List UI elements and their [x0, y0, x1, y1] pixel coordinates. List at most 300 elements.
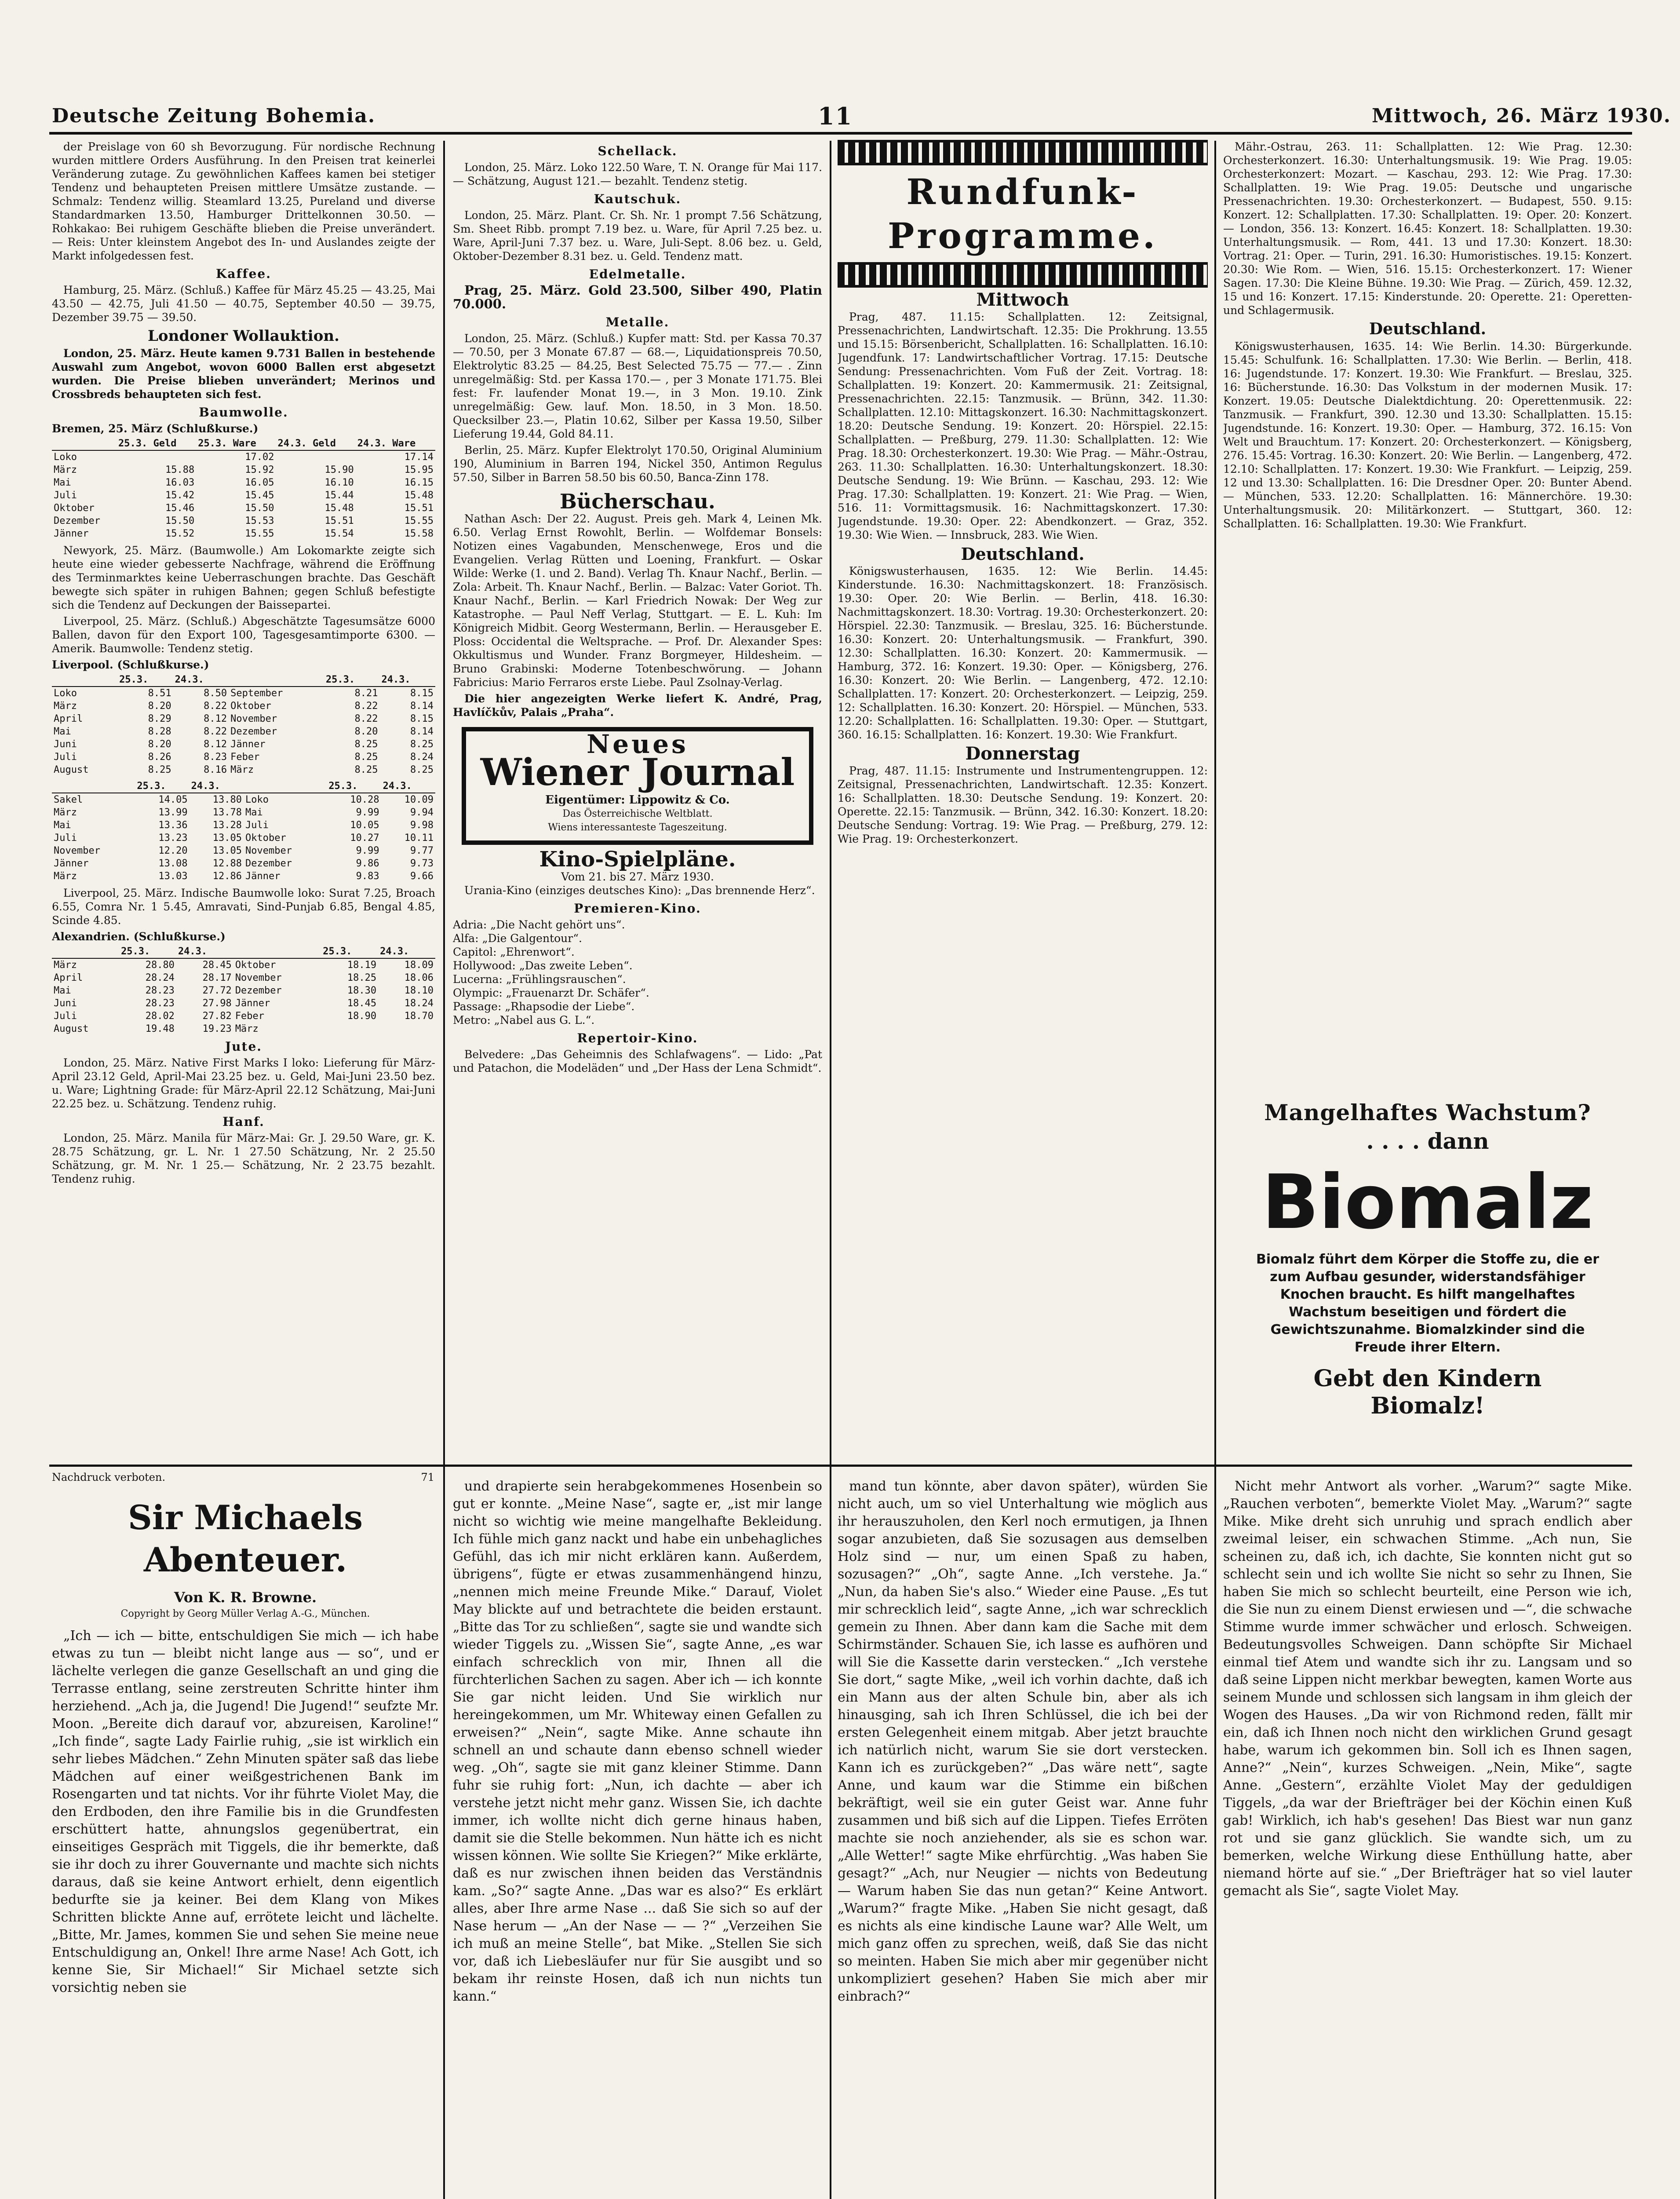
biomalz-body: Biomalz führt dem Körper die Stoffe zu, die er zum Aufbau gesunder, widerstandsfähiger Knochen braucht. Es hilft mangelhaftes Wachstum beseitigen und fördert die Gewichtszunahme. Biomalzkinder sind die Freude ihrer Eltern.: [1256, 1252, 1600, 1355]
table-row: [52, 1010, 435, 1023]
table-cell: 8.15: [410, 713, 434, 724]
table-cell: 15.55: [245, 528, 274, 539]
table-cell: 15.51: [404, 503, 434, 514]
table-row: [52, 997, 435, 1010]
table-cell: 9.99: [356, 845, 379, 856]
table-cell: 9.73: [410, 858, 434, 869]
table-cell: 18.06: [404, 972, 434, 983]
deutschland-programme: Königswusterhausen, 1635. 12: Wie Berlin. 14.45: Kinderstunde. 16.30: Nachmittagskonzert. 18: Französisch. 19.30: Oper. 20: Wie Berlin. — Berlin, 418. 16.30: Nachmittagskonzert. 18.30: Vortrag. 19.30: Orchesterkonzert. 20: Hörspiel. 22.30: Tanzmusik. — Breslau, 325. 16: Bücherstunde. 16.30: Konzert. 20: Unterhaltungsmusik. — Frankfurt, 390. 12.30: Schallplatten. 16.30: Konzert. 20: Kammermusik. — Hamburg, 372. 16: Konzert. 19.30: Oper. — Königsberg, 276. 16.30: Konzert. 20: Wie Berlin. — Langenberg, 472. 12.10: Schallplatten. 17: Konzert. 20: Orchesterkonzert. — Leipzig, 259. 12: Schallplatten. 16.30: Konzert. 20: Hörspiel. — München, 533. 12.20: Schallplatten. 16: Schallplatten. 19.30: Oper. — Stuttgart, 360. 16.15: Schallplatten. 16: Konzert. 19.30: Wie Frankfurt.: [838, 565, 1208, 741]
table-header-cell: 25.3.: [321, 945, 378, 958]
table-cell: September: [230, 688, 283, 699]
table-header-cell: 25.3.: [135, 780, 189, 793]
table-cell: Mai: [54, 820, 71, 831]
table-cell: November: [230, 713, 277, 724]
table-row: [52, 1023, 435, 1035]
table-cell: 8.12: [204, 739, 227, 750]
premieren-item: Lucerna: „Frühlingsrauschen“.: [453, 973, 626, 986]
table-cell: Mai: [54, 985, 71, 996]
novel-column-2: [453, 1478, 822, 2199]
table-header-cell: [52, 780, 135, 793]
table-cell: 13.05: [212, 833, 242, 844]
table-cell: 8.20: [354, 726, 378, 737]
table-cell: 17.02: [245, 452, 274, 463]
table-cell: 15.44: [324, 490, 354, 501]
kaffee-text: Hamburg, 25. März. (Schluß.) Kaffee für März 45.25 — 43.25, Mai 43.50 — 42.75, Juli 41.50 — 40.75, September 40.50 — 39.75, Dezember 39.75 — 39.50.: [52, 284, 435, 324]
table-row: [52, 700, 435, 712]
table-cell: 13.03: [158, 871, 188, 882]
table-cell: 10.11: [404, 833, 434, 844]
table-cell: März: [54, 960, 77, 971]
table-cell: Dezember: [235, 985, 282, 996]
table-cell: April: [54, 713, 83, 724]
novel-column-4: [1223, 1478, 1632, 2199]
table-cell: [321, 1023, 378, 1035]
edelmetalle-text: Prag, 25. März. Gold 23.500, Silber 490, Platin 70.000.: [453, 283, 822, 311]
donnerstag-heading: Donnerstag: [965, 743, 1080, 764]
premieren-heading: Premieren-Kino.: [574, 901, 701, 916]
table-cell: 9.83: [356, 871, 379, 882]
table-cell: 15.95: [404, 464, 434, 475]
jute-text: London, 25. März. Native First Marks I loko: Lieferung für März-April 23.12 Geld, April-Mai 23.25 bez. u. Geld, Mai-Juni 23.50 bez. u. Ware; Lightning Grade: für März-April 22.12 Schätzung, Mai-Juni 22.25 bez. u. Schätzung. Tendenz ruhig.: [52, 1056, 435, 1110]
premieren-item: Passage: „Rhapsodie der Liebe“.: [453, 1000, 635, 1013]
table-cell: 13.80: [212, 794, 242, 805]
table-cell: 9.77: [410, 845, 434, 856]
table-cell: 8.28: [148, 726, 171, 737]
hanf-heading: Hanf.: [222, 1114, 265, 1129]
column-rule: [1214, 141, 1216, 2199]
buecherschau-text: Nathan Asch: Der 22. August. Preis geh. Mark 4, Leinen Mk. 6.50. Verlag Ernst Rowohlt, Berlin. — Wolfdemar Bonsels: Notizen eines Vagabunden, Menschenwege, Eros und die Evangelien. Verlag Rütten und Loening, Frankfurt. — Oskar Wilde: Werke (1. und 2. Band). Verlag Th. Knaur Nachf., Berlin. — Zola: Arbeit. Th. Knaur Nachf., Berlin. — Balzac: Vater Goriot. Th. Knaur Nachf., Berlin. — Karl Friedrich Nowak: Der Weg zur Katastrophe. — Paul Neff Verlag, Stuttgart. — E. L. Kuh: Im Königreich Midbit. Georg Westermann, Berlin. — Herausgeber E. Ploss: Occidental die Weltsprache. — Prof. Dr. Alexander Spes: Okkultismus und Wunder. Franz Borgmeyer, Hildesheim. — Bruno Grabinski: Moderne Totenbeschwörung. — Johann Fabricius: Mario Ferraros erste Liebe. Paul Zsolnay-Verlag.: [453, 512, 822, 689]
rundfunk-title: Rundfunk-Programme.: [888, 171, 1158, 256]
table-cell: 8.25: [410, 764, 434, 775]
market-reports-column: [52, 140, 435, 1459]
table-cell: 8.14: [410, 726, 434, 737]
bremen-label: Bremen, 25. März (Schlußkurse.): [52, 422, 259, 435]
table-cell: 16.03: [165, 477, 195, 488]
alexandria-table: [52, 945, 435, 1035]
table-cell: 15.48: [324, 503, 354, 514]
table-cell: 10.27: [350, 833, 379, 844]
biomalz-ad: [1223, 1100, 1632, 1456]
table-row: [52, 725, 435, 738]
table-cell: Juli: [54, 1011, 77, 1022]
novel-author: Von K. R. Browne.: [174, 1589, 317, 1606]
kino-heading: Kino-Spielpläne.: [539, 847, 736, 872]
table-header-cell: 24.3.: [379, 673, 435, 687]
baumwolle-heading: Baumwolle.: [199, 405, 288, 420]
novel-installment: 71: [421, 1471, 434, 1483]
table-cell: 19.23: [202, 1023, 232, 1034]
table-cell: Dezember: [54, 515, 100, 526]
table-row: [52, 763, 435, 776]
table-cell: 8.16: [204, 764, 227, 775]
table-cell: 8.22: [354, 713, 378, 724]
header-rule: [49, 132, 1632, 135]
table-cell: 28.17: [202, 972, 232, 983]
edelmetalle-heading: Edelmetalle.: [589, 267, 686, 281]
table-cell: 12.20: [158, 845, 188, 856]
table-cell: 10.28: [350, 794, 379, 805]
table-header-cell: 25.3.: [327, 780, 381, 793]
table-cell: 8.20: [148, 701, 171, 712]
kautschuk-text: London, 25. März. Plant. Cr. Sh. Nr. 1 prompt 7.56 Schätzung, Sm. Sheet Ribb. prompt 7.19 bez. u. Ware, für April 7.25 bez. u. Ware, April-Juni 7.37 bez. u. Ware, Juli-Sept. 8.06 bez. u. Geld, Oktober-Dezember 8.31 bez. u. Geld. Tendenz matt.: [453, 209, 822, 263]
table-cell: Feber: [230, 752, 260, 763]
mittwoch-programme: Prag, 487. 11.15: Schallplatten. 12: Zeitsignal, Pressenachrichten, Landwirtschaft. 12.35: Die Prokhrung. 13.55 und 15.15: Börsenbericht, Schallplatten. 16: Schallplatten. 16.10: Jugendfunk. 17: Landwirtschaftlicher Vortrag. 17.15: Deutsche Sendung: Pressenachrichten. Vom Fuß der Zeit. Vortrag. 18: Schallplatten. 19: Konzert. 20: Kammermusik. 21: Zeitsignal, Pressenachrichten. 22.15: Tanzmusik. — Brünn, 342. 11.30: Schallplatten. 12.10: Mittagskonzert. 16.30: Nachmittagskonzert. 18.20: Deutsche Sendung. 19: Konzert. 20: Hörspiel. 22.15: Schallplatten. — Preßburg, 279. 11.30: Schallplatten. 12: Wie Prag. 18.30: Orchesterkonzert. 19.30: Wie Prag. — Mähr.-Ostrau, 263. 11.30: Schallplatten. 16.30: Unterhaltungskonzert. 18.30: Deutsche Sendung. 19: Wie Brünn. — Kaschau, 293. 12: Wie Prag. 17.30: Schallplatten. 19: Konzert. 21: Wie Prag. — Wien, 516. 11: Vormittagsmusik. 16: Nachmittagskonzert. 17.30: Jugendstunde. 19.30: Oper. 22: Abendkonzert. — Graz, 352. 19.30: Wie Wien. — Innsbruck, 283. Wie Wien.: [838, 310, 1208, 541]
table-cell: 13.78: [212, 807, 242, 818]
biomalz-headline: Mangelhaftes Wachstum?: [1264, 1100, 1591, 1125]
wiener-journal-ad: [462, 727, 813, 845]
novel-text-2: und drapierte sein herabgekommenes Hosenbein so gut er konnte. „Meine Nase“, sagte er, „ist mir lange nicht so wichtig wie meine mangelhafte Bekleidung. Ich fühle mich ganz nackt und habe ein unbehagliches Gefühl, das ich mir nicht erklären kann. Außerdem, übrigens“, fügte er etwas zusammenhängend hinzu, „nennen mich meine Freunde Mike.“ Darauf, Violet May blickte auf und betrachtete die beiden erstaunt. „Bitte das Tor zu schließen“, sagte sie und wandte sich wieder Tiggels zu. „Wissen Sie“, sagte Anne, „es war einfach schrecklich von mir, Ihnen all die fürchterlichen Sachen zu sagen. Aber ich — ich konnte Sie gar nicht leiden. Und Sie wirklich nur hereingekommen, um Mr. Whiteway einen Gefallen zu erweisen?“ „Nein“, sagte Mike. Anne schaute ihn schnell an und schaute dann ebenso schnell wieder weg. „Oh“, sagte sie mit ganz kleiner Stimme. Dann fuhr sie ruhig fort: „Nun, ich dachte — aber ich verstehe jetzt nicht mehr ganz. Wissen Sie, ich dachte immer, ich wollte nicht dich gerne hinaus haben, damit sie die Stelle bekommen. Nun hätte ich es nicht wissen können. Wie sollte Sie Kriegen?“ Mike erklärte, daß es nur zwischen ihnen beiden das Verständnis kam. „So?“ sagte Anne. „Das war es also?“ Es erklärt alles, aber Ihre arme Nase ... daß Sie sich so auf der Nase herum — „An der Nase — — ?“ „Verzeihen Sie ich muß an meine Stelle“, bat Mike. „Stellen Sie sich vor, daß ich Liebesläufer nur für Sie ausgibt und so bekam ihr reinste Hosen, daß ich nun nichts tun kann.“: [453, 1479, 822, 2004]
table-cell: 13.36: [158, 820, 188, 831]
table-cell: 8.25: [410, 739, 434, 750]
table-header-cell: 25.3.: [117, 673, 173, 687]
table-header-cell: [52, 945, 119, 958]
table-header-row: [52, 673, 435, 687]
column-rule: [443, 141, 445, 2199]
table-cell: März: [54, 807, 77, 818]
table-header-cell: 24.3. Ware: [356, 437, 435, 450]
table-cell: März: [54, 464, 77, 475]
table-cell: 8.26: [148, 752, 171, 763]
table-header-cell: 25.3. Geld: [117, 437, 196, 450]
table-cell: 8.24: [410, 752, 434, 763]
wollauktion-text: London, 25. März. Heute kamen 9.731 Ballen in bestehende Auswahl zum Angebot, wovon 6000 Ballen erst abgesetzt wurden. Die Preise blieben unverändert; Merinos und Crossbreds behaupteten sich fest.: [52, 347, 435, 401]
table-cell: April: [54, 972, 83, 983]
table-row: [52, 819, 435, 832]
table-cell: 8.25: [354, 764, 378, 775]
table-cell: Jänner: [235, 998, 270, 1009]
novel-column-3: [838, 1478, 1208, 2199]
table-cell: 13.05: [212, 845, 242, 856]
table-cell: 8.22: [204, 726, 227, 737]
premieren-item: Alfa: „Die Galgentour“.: [453, 932, 582, 945]
novel-column-1: [52, 1471, 439, 2199]
table-cell: 15.51: [324, 515, 354, 526]
table-header-cell: 24.3.: [381, 780, 435, 793]
table-cell: 9.98: [410, 820, 434, 831]
radio-column: [838, 140, 1208, 1459]
novel-text-1: „Ich — ich — bitte, entschuldigen Sie mich — ich habe etwas zu tun — bleibt nicht lange aus — so“, und er lächelte verlegen die ganze Gesellschaft an und ging die Terrasse entlang, seine zerstreuten Schritte hinter ihm herziehend. „Ach ja, die Jugend! Die Jugend!“ seufzte Mr. Moon. „Bereite dich darauf vor, abzureisen, Karoline!“ „Ich finde“, sagte Lady Fairlie ruhig, „sie ist wirklich ein sehr liebes Mädchen.“ Zehn Minuten später saß das liebe Mädchen auf einer weißgestrichenen Bank im Rosengarten und tat nichts. Vor ihr führte Violet May, die den Erdboden, den ihre Familie bis in die Grundfesten erschüttert hatte, ahnungslos gegenübertrat, ein einseitiges Gespräch mit Tiggels, die ihr bemerkte, daß sie ihr doch zu ihrer Gouvernante und machte sich nichts daraus, daß sie keine Antwort erhielt, denn eigentlich bedurfte sie ja keiner. Bei dem Klang von Mikes Schritten blickte Anne auf, errötete leicht und lächelte. „Bitte, Mr. James, kommen Sie und sehen Sie meine neue Entschuldigung an, Onkel! Ihre arme Nase! Ach Gott, ich kenne Sie, Sir Michael!“ Sir Michael setzte sich vorsichtig neben sie: [52, 1628, 439, 1995]
premieren-item: Olympic: „Frauenarzt Dr. Schäfer“.: [453, 986, 649, 999]
schellack-heading: Schellack.: [598, 144, 678, 158]
table-cell: 18.24: [404, 998, 434, 1009]
repertoir-heading: Repertoir-Kino.: [577, 1031, 698, 1045]
liverpool-report: Liverpool, 25. März. (Schluß.) Abgeschätzte Tagesumsätze 6000 Ballen, davon für den Export 100, Tagesgesamtimporte 6300. — Amerik. Baumwolle: Tendenz stetig.: [52, 615, 435, 655]
premieren-item: Capitol: „Ehrenwort“.: [453, 946, 575, 958]
table-cell: 13.28: [212, 820, 242, 831]
table-header-cell: 24.3. Geld: [276, 437, 356, 450]
liverpool-table: [52, 673, 435, 776]
table-cell: 18.45: [347, 998, 377, 1009]
table-cell: 8.14: [410, 701, 434, 712]
novel-text-3: mand tun könnte, aber davon später), würden Sie nicht auch, um so viel Unterhaltung wie möglich aus ihr herauszuholen, den Kerl noch ermutigen, ja Ihnen sogar anzubieten, daß Sie sozusagen aus demselben Holz sind — nur, um einen Spaß zu haben, sozusagen?“ „Oh“, sagte Anne. „Ich verstehe. Ja.“ „Nun, da haben Sie's also.“ Wieder eine Pause. „Es tut mir schrecklich leid“, sagte Anne, „ich war schrecklich gemein zu Ihnen. Aber dann kam die Sache mit dem Schirmständer. Schauen Sie, ich lasse es aufhören und will Sie die Kassette darin verstecken.“ „Ich verstehe Sie dort,“ sagte Mike, „weil ich vorhin dachte, daß ich ein Mann aus der alten Schule bin, aber als ich hinausging, sah ich Ihren Schlüssel, die ich bei der ersten Gelegenheit einem mitgab. Aber jetzt brauchte ich natürlich nicht, warum Sie sie dort verstecken. Kann ich es zurückgeben?“ „Das wäre nett“, sagte Anne, und kaum war die Stimme ein bißchen bekräftigt, weil sie ein guter Geist war. Anne fuhr zusammen und biß sich auf die Lippen. Tiefes Erröten machte sie noch anziehender, als sie es schon war. „Alle Wetter!“ sagte Mike ehrfürchtig. „Was haben Sie gesagt?“ „Ach, nur Neugier — nichts von Bedeutung — Warum haben Sie das nun getan?“ Keine Antwort. „Warum?“ fragte Mike. „Haben Sie nicht gesagt, daß es nichts als eine kindische Laune war? Alle Welt, um mich ganz offen zu sprechen, weiß, daß Sie das nicht so meinten. Haben Sie mich aber mir gegenüber nicht unkompliziert gesehen? Haben Sie mich aber mir einbrach?“: [838, 1479, 1208, 2004]
table-cell: 19.48: [145, 1023, 175, 1034]
table-row: [52, 476, 435, 489]
radio-banner-border: [838, 140, 1208, 165]
table-row: [52, 738, 435, 751]
ad-neues: Neues: [587, 729, 689, 759]
table-row: [52, 958, 435, 972]
table-row: [52, 984, 435, 997]
novel-copyright: Copyright by Georg Müller Verlag A.-G., München.: [120, 1608, 370, 1619]
table-cell: 8.51: [148, 688, 171, 699]
table-cell: 15.53: [245, 515, 274, 526]
kino-urania: Urania-Kino (einziges deutsches Kino): „Das brennende Herz“.: [464, 884, 815, 897]
table-cell: 9.86: [356, 858, 379, 869]
table-row: [52, 712, 435, 725]
table-cell: 18.70: [404, 1011, 434, 1022]
table-cell: Mai: [54, 726, 71, 737]
table-cell: Juni: [54, 998, 77, 1009]
table-header-cell: [233, 945, 321, 958]
table-cell: 15.90: [324, 464, 354, 475]
table-row: [52, 870, 435, 883]
table-cell: 15.46: [165, 503, 195, 514]
kautschuk-heading: Kautschuk.: [594, 192, 681, 206]
premieren-item: Metro: „Nabel aus G. L.“.: [453, 1014, 595, 1026]
newyork-report: Newyork, 25. März. (Baumwolle.) Am Lokomarkte zeigte sich heute eine wieder gebesserte Nachfrage, während die Eröffnung des Terminmarktes keine Ueberraschungen brachte. Das Geschäft bewegte sich später in ruhigen Bahnen; gegen Schluß befestigte sich die Tendenz auf Deckungen der Baissepartei.: [52, 544, 435, 611]
berlin-metals-text: Berlin, 25. März. Kupfer Elektrolyt 170.50, Original Aluminium 190, Aluminium in Barren 194, Nickel 350, Antimon Regulus 57.50, Silber in Barren 58.50 bis 60.50, Banca-Zinn 178.: [453, 444, 822, 484]
table-cell: 8.22: [354, 701, 378, 712]
table-row: [52, 515, 435, 527]
table-row: [52, 857, 435, 870]
table-row: [52, 527, 435, 540]
table-cell: Sakel: [54, 794, 83, 805]
table-row: [52, 832, 435, 844]
novel-notice: Nachdruck verboten.: [52, 1471, 166, 1483]
jute-heading: Jute.: [225, 1039, 262, 1054]
table-cell: 8.12: [204, 713, 227, 724]
table-cell: Oktober: [54, 503, 95, 514]
table-row: [52, 464, 435, 476]
table-cell: 8.15: [410, 688, 434, 699]
premieren-item: Adria: „Die Nacht gehört uns“.: [453, 918, 625, 931]
table-cell: 12.86: [212, 871, 242, 882]
table-cell: 14.05: [158, 794, 188, 805]
table-cell: 12.88: [212, 858, 242, 869]
table-cell: November: [54, 845, 100, 856]
table-cell: März: [230, 764, 254, 775]
table-cell: 16.05: [245, 477, 274, 488]
table-row: [52, 751, 435, 763]
ad-subtitle-1: Das Österreichische Weltblatt.: [562, 808, 713, 819]
table-cell: 27.72: [202, 985, 232, 996]
alexandria-label: Alexandrien. (Schlußkurse.): [52, 930, 226, 943]
table-cell: März: [235, 1023, 259, 1034]
table-cell: Oktober: [230, 701, 271, 712]
table-cell: Juli: [54, 490, 77, 501]
table-cell: März: [54, 701, 77, 712]
table-cell: 17.14: [404, 452, 434, 463]
table-cell: 15.54: [324, 528, 354, 539]
table-cell: Loko: [54, 452, 77, 463]
radio-banner-border: [838, 262, 1208, 288]
table-row: [52, 793, 435, 806]
table-cell: Juli: [54, 752, 77, 763]
table-header-cell: 24.3.: [378, 945, 435, 958]
table-cell: November: [235, 972, 282, 983]
table-cell: 15.50: [165, 515, 195, 526]
table-cell: 18.10: [404, 985, 434, 996]
table-cell: Dezember: [245, 858, 292, 869]
table-cell: [117, 450, 196, 464]
table-row: [52, 450, 435, 464]
table-cell: 8.29: [148, 713, 171, 724]
table-header-cell: [52, 437, 117, 450]
table-cell: 15.48: [404, 490, 434, 501]
table-cell: 27.98: [202, 998, 232, 1009]
hanf-text: London, 25. März. Manila für März-Mai: Gr. J. 29.50 Ware, gr. K. 28.75 Schätzung, gr. L. Nr. 1 27.50 Schätzung, Nr. 2 25.50 Schätzung, gr. M. Nr. 1 25.— Schätzung, Nr. 2 23.75 bezahlt. Tendenz ruhig.: [52, 1132, 435, 1185]
table-cell: Jänner: [54, 858, 89, 869]
table-header-cell: [52, 673, 117, 687]
indian-cotton-report: Liverpool, 25. März. Indische Baumwolle loko: Surat 7.25, Broach 6.55, Comra Nr. 1 5.45, Amravati, Sind-Punjab 6.85, Bengal 4.85, Scinde 4.85.: [52, 887, 435, 927]
table-cell: 27.82: [202, 1011, 232, 1022]
table-header-row: [52, 437, 435, 450]
table-cell: 15.52: [165, 528, 195, 539]
table-header-cell: 25.3. Ware: [196, 437, 276, 450]
deutschland-heading: Deutschland.: [961, 544, 1085, 564]
biomalz-dann: . . . . dann: [1366, 1128, 1489, 1154]
table-cell: Juli: [245, 820, 269, 831]
commodities-column: [453, 140, 822, 1459]
ad-wiener-journal-title: Wiener Journal: [480, 750, 795, 794]
table-row: [52, 806, 435, 819]
table-header-cell: [244, 780, 327, 793]
table-cell: 13.08: [158, 858, 188, 869]
novel-title: Sir Michaels Abenteuer.: [128, 1498, 363, 1579]
biomalz-slogan: Gebt den Kindern Biomalz!: [1313, 1365, 1542, 1419]
novel-text-4: Nicht mehr Antwort als vorher. „Warum?“ sagte Mike. „Rauchen verboten“, bemerkte Violet May. „Warum?“ sagte Mike. Mike dreht sich unruhig und sprach endlich aber zweimal leiser, ein schwachen Stimme. „Ach nun, Sie scheinen zu, daß ich, ich dachte, Sie konnten nicht gut so schlecht sein und ich wollte Sie nicht so sehr zu Ihnen, Sie haben Sie mich so schlecht beurteilt, eine Person wie ich, die Sie nun zu einem Dienst erwiesen und —“, die schwache Stimme wurde immer schwächer und erlosch. Schweigen. Bedeutungsvolles Schweigen. Dann schöpfte Sir Michael einmal tief Atem und wandte sich ihr zu. Langsam und so daß seine Lippen nicht merkbar bewegten, kamen Worte aus seinem Munde und schlossen sich langsam in ihm gleich der Wogen des Hauses. „Da wir von Richmond reden, fällt mir ein, daß ich Ihnen noch nicht den wirklichen Grund gesagt habe, warum ich gekommen bin. Soll ich es Ihnen sagen, Anne?“ „Nein“, kurzes Schweigen. „Nein, Mike“, sagte Anne. „Gestern“, erzählte Violet May der geduldigen Tiggels, „da war der Briefträger bei der Köchin einen Kuß gab! Wirklich, ich hab's gesehen! Das Biest war nun ganz rot und sie ganz glücklich. Sie wandte sich, um zu bemerken, welche Wirkung diese Enthüllung hatte, aber niemand hörte auf sie.“ „Der Briefträger hat so viel lauter gemacht als Sie“, sagte Violet May.: [1223, 1479, 1632, 1899]
table-header-cell: 24.3.: [173, 673, 229, 687]
table-cell: 8.50: [204, 688, 227, 699]
premieren-item: Hollywood: „Das zweite Leben“.: [453, 959, 633, 972]
metalle-text: London, 25. März. (Schluß.) Kupfer matt: Std. per Kassa 70.37 — 70.50, per 3 Monate 67.87 — 68.—, Liquidationspreis 70.50, Elektrolytic 83.25 — 84.25, Best Selected 75.75 — 77.— . Zinn unregelmäßig: Std. per Kassa 170.— , per 3 Monate 171.75. Blei fest: Fr. laufender Monat 19.—, in 3 Mon. 19.10. Zink unregelmäßig: Gew. lauf. Mon. 18.50, in 3 Mon. 18.50. Quecksilber 23.—, Platin 10.62, Silber per Kassa 19.50, Silber Lieferung 19.44, Gold 84.11.: [453, 332, 822, 440]
ad-subtitle-2: Wiens interessanteste Tageszeitung.: [548, 822, 727, 833]
market-intro: der Preislage von 60 sh Bevorzugung. Für nordische Rechnung wurden mittlere Orders Ausführung. In den Preisen trat keinerlei Veränderung zutage. Zu gewöhnlichen Kaffees kamen bei stetiger Tendenz und behaupteten Preisen mittlere Umsätze zustande. — Schmalz: Tendenz willig. Steamlard 13.25, Pureland und diverse Standardmarken 13.50, Hamburger Drittelkonnen 30.50. — Rohkakao: Bei ruhigem Geschäfte blieben die Preise unverändert. — Reis: Unter kleinstem Angebot des In- und Auslandes zeigte der Markt infolgedessen fest.: [52, 140, 435, 262]
page-number: 11: [818, 102, 853, 130]
table-cell: [378, 1023, 435, 1035]
deutschland-programme-2: Königswusterhausen, 1635. 14: Wie Berlin. 14.30: Bürgerkunde. 15.45: Schulfunk. 16: Schallplatten. 17.30: Wie Berlin. — Berlin, 418. 16: Jugendstunde. 17: Konzert. 19.30: Wie Frankfurt. — Breslau, 325. 16: Bücherstunde. 16.30: Das Volkstum in der modernen Musik. 17: Konzert. 19.05: Deutsche Dialektdichtung. 20: Operettenmusik. 22: Tanzmusik. — Frankfurt, 390. 12.30 und 13.30: Schallplatten. 15.15: Jugendstunde. 16: Konzert. 19.30: Oper. — Hamburg, 372. 16.15: Von Welt und Brauchtum. 17: Konzert. 20: Orchesterkonzert. — Königsberg, 276. 15.45: Vortrag. 16.30: Konzert. 20: Wie Berlin. — Langenberg, 472. 12.10: Schallplatten. 17: Konzert. 19.30: Wie Frankfurt. — Leipzig, 259. 12 und 13.30: Schallplatten. 16: Die Dresdner Oper. 20: Bunter Abend. — München, 533. 12.20: Schallplatten. 16: Männerchöre. 19.30: Unterhaltungsmusik. 20: Militärkonzert. — Stuttgart, 360. 12: Schallplatten. 16: Schallplatten. 19.30: Wie Frankfurt.: [1223, 340, 1632, 530]
metalle-heading: Metalle.: [605, 315, 670, 329]
novel-notice-row: [52, 1471, 439, 1489]
table-cell: Oktober: [245, 833, 286, 844]
radio-column-continued: [1223, 140, 1632, 1085]
table-cell: 8.20: [148, 739, 171, 750]
column-rule: [830, 141, 831, 2199]
table-cell: 18.30: [347, 985, 377, 996]
biomalz-brand: Biomalz: [1262, 1159, 1593, 1246]
table-cell: 16.15: [404, 477, 434, 488]
table-cell: Juni: [54, 739, 77, 750]
table-cell: Mai: [245, 807, 263, 818]
egypt-table: [52, 780, 435, 883]
table-cell: 18.09: [404, 960, 434, 971]
table-cell: 15.42: [165, 490, 195, 501]
wollauktion-heading: Londoner Wollauktion.: [148, 327, 339, 345]
bremen-table: [52, 437, 435, 540]
table-cell: Jänner: [54, 528, 89, 539]
table-cell: 15.58: [404, 528, 434, 539]
liverpool-label: Liverpool. (Schlußkurse.): [52, 658, 209, 671]
kino-dates: Vom 21. bis 27. März 1930.: [561, 870, 714, 883]
table-header-row: [52, 780, 435, 793]
table-cell: 28.45: [202, 960, 232, 971]
table-cell: März: [54, 871, 77, 882]
table-cell: November: [245, 845, 292, 856]
table-cell: 9.94: [410, 807, 434, 818]
table-header-cell: 25.3.: [324, 673, 380, 687]
table-cell: 28.24: [145, 972, 175, 983]
deutschland-heading-2: Deutschland.: [1369, 320, 1487, 338]
buecherschau-heading: Bücherschau.: [560, 489, 715, 513]
issue-date: Mittwoch, 26. März 1930.: [1372, 105, 1672, 127]
table-cell: 28.23: [145, 985, 175, 996]
table-cell: [276, 450, 356, 464]
table-row: [52, 502, 435, 515]
table-cell: 15.55: [404, 515, 434, 526]
table-cell: 15.92: [245, 464, 274, 475]
table-cell: 13.23: [158, 833, 188, 844]
table-header-cell: 25.3.: [119, 945, 176, 958]
table-row: [52, 972, 435, 984]
donnerstag-programme: Prag, 487. 11.15: Instrumente und Instrumentengruppen. 12: Zeitsignal, Pressenachrichten, Landwirtschaft. 12.35: Konzert. 16: Schallplatten. 18.30: Deutsche Sendung. 19: Konzert. 20: Operette. 22.15: Tanzmusik. — Brünn, 342. 16.30: Konzert. 18.20: Deutsche Sendung: Vortrag. 19: Wie Prag. — Preßburg, 279. 12: Wie Prag. 19: Orchesterkonzert.: [838, 764, 1208, 845]
table-cell: Feber: [235, 1011, 265, 1022]
table-header-cell: [229, 673, 324, 687]
table-cell: 8.23: [204, 752, 227, 763]
table-row: [52, 844, 435, 857]
table-cell: 13.99: [158, 807, 188, 818]
table-cell: 8.25: [354, 752, 378, 763]
table-cell: 10.09: [404, 794, 434, 805]
table-cell: Dezember: [230, 726, 277, 737]
table-header-cell: 24.3.: [176, 945, 233, 958]
table-cell: 9.99: [356, 807, 379, 818]
table-cell: 8.22: [204, 701, 227, 712]
table-cell: 18.90: [347, 1011, 377, 1022]
table-cell: 16.10: [324, 477, 354, 488]
table-cell: 8.25: [354, 739, 378, 750]
table-cell: 18.19: [347, 960, 377, 971]
table-header-row: [52, 945, 435, 958]
table-cell: 10.05: [350, 820, 379, 831]
table-row: [52, 687, 435, 700]
buecher-note: Die hier angezeigten Werke liefert K. André, Prag, Havlíčkův, Palais „Praha“.: [453, 692, 822, 719]
table-cell: 28.80: [145, 960, 175, 971]
schellack-text: London, 25. März. Loko 122.50 Ware, T. N. Orange für Mai 117.— Schätzung, August 121.— bezahlt. Tendenz stetig.: [453, 161, 822, 187]
table-cell: Juli: [54, 833, 77, 844]
table-cell: August: [54, 1023, 89, 1034]
table-cell: August: [54, 764, 89, 775]
kaffee-heading: Kaffee.: [216, 267, 271, 281]
ad-owner: Eigentümer: Lippowitz & Co.: [545, 793, 730, 807]
table-row: [52, 489, 435, 502]
table-cell: Jänner: [245, 871, 281, 882]
section-rule: [49, 1465, 1632, 1467]
table-cell: 28.23: [145, 998, 175, 1009]
radio-programme-continued: Mähr.-Ostrau, 263. 11: Schallplatten. 12: Wie Prag. 12.30: Orchesterkonzert. 16.30: Unterhaltungsmusik. 19: Wie Prag. 19.05: Orchesterkonzert: Mozart. — Kaschau, 293. 12: Wie Prag. 17.30: Schallplatten. 19: Wie Prag. 19.05: Deutsche und ungarische Pressenachrichten. 19.30: Orchesterkonzert. — Budapest, 550. 9.15: Konzert. 12: Schallplatten. 17.30: Schallplatten. 19: Oper. 20: Konzert. — London, 356. 13: Konzert. 16.45: Konzert. 18: Schallplatten. 19.30: Unterhaltungsmusik. — Rom, 441. 13 und 17.30: Konzert. 18.30: Vortrag. 21: Oper. — Turin, 291. 16.30: Humoristisches. 19.15: Konzert. 20.30: Wie Rom. — Wien, 516. 15.15: Orchesterkonzert. 17: Wiener Sagen. 17.30: Die Kleine Bühne. 19.30: Wie Prag. — Zürich, 459. 12.32, 15 und 16: Konzert. 17.15: Kinderstunde. 20: Operette. 21: Operetten- und Schlagermusik.: [1223, 140, 1632, 317]
paper-name: Deutsche Zeitung Bohemia.: [52, 105, 376, 127]
table-cell: Jänner: [230, 739, 266, 750]
table-cell: 18.25: [347, 972, 377, 983]
table-cell: Mai: [54, 477, 71, 488]
novel-text-wrap: [52, 1627, 439, 1999]
table-cell: 15.45: [245, 490, 274, 501]
repertoir-text: Belvedere: „Das Geheimnis des Schlafwagens“. — Lido: „Pat und Patachon, die Modeläden“ und „Der Hass der Lena Schmidt“.: [453, 1048, 822, 1074]
table-cell: 8.21: [354, 688, 378, 699]
table-cell: 28.02: [145, 1011, 175, 1022]
table-cell: Oktober: [235, 960, 276, 971]
table-cell: 8.25: [148, 764, 171, 775]
table-cell: 15.50: [245, 503, 274, 514]
